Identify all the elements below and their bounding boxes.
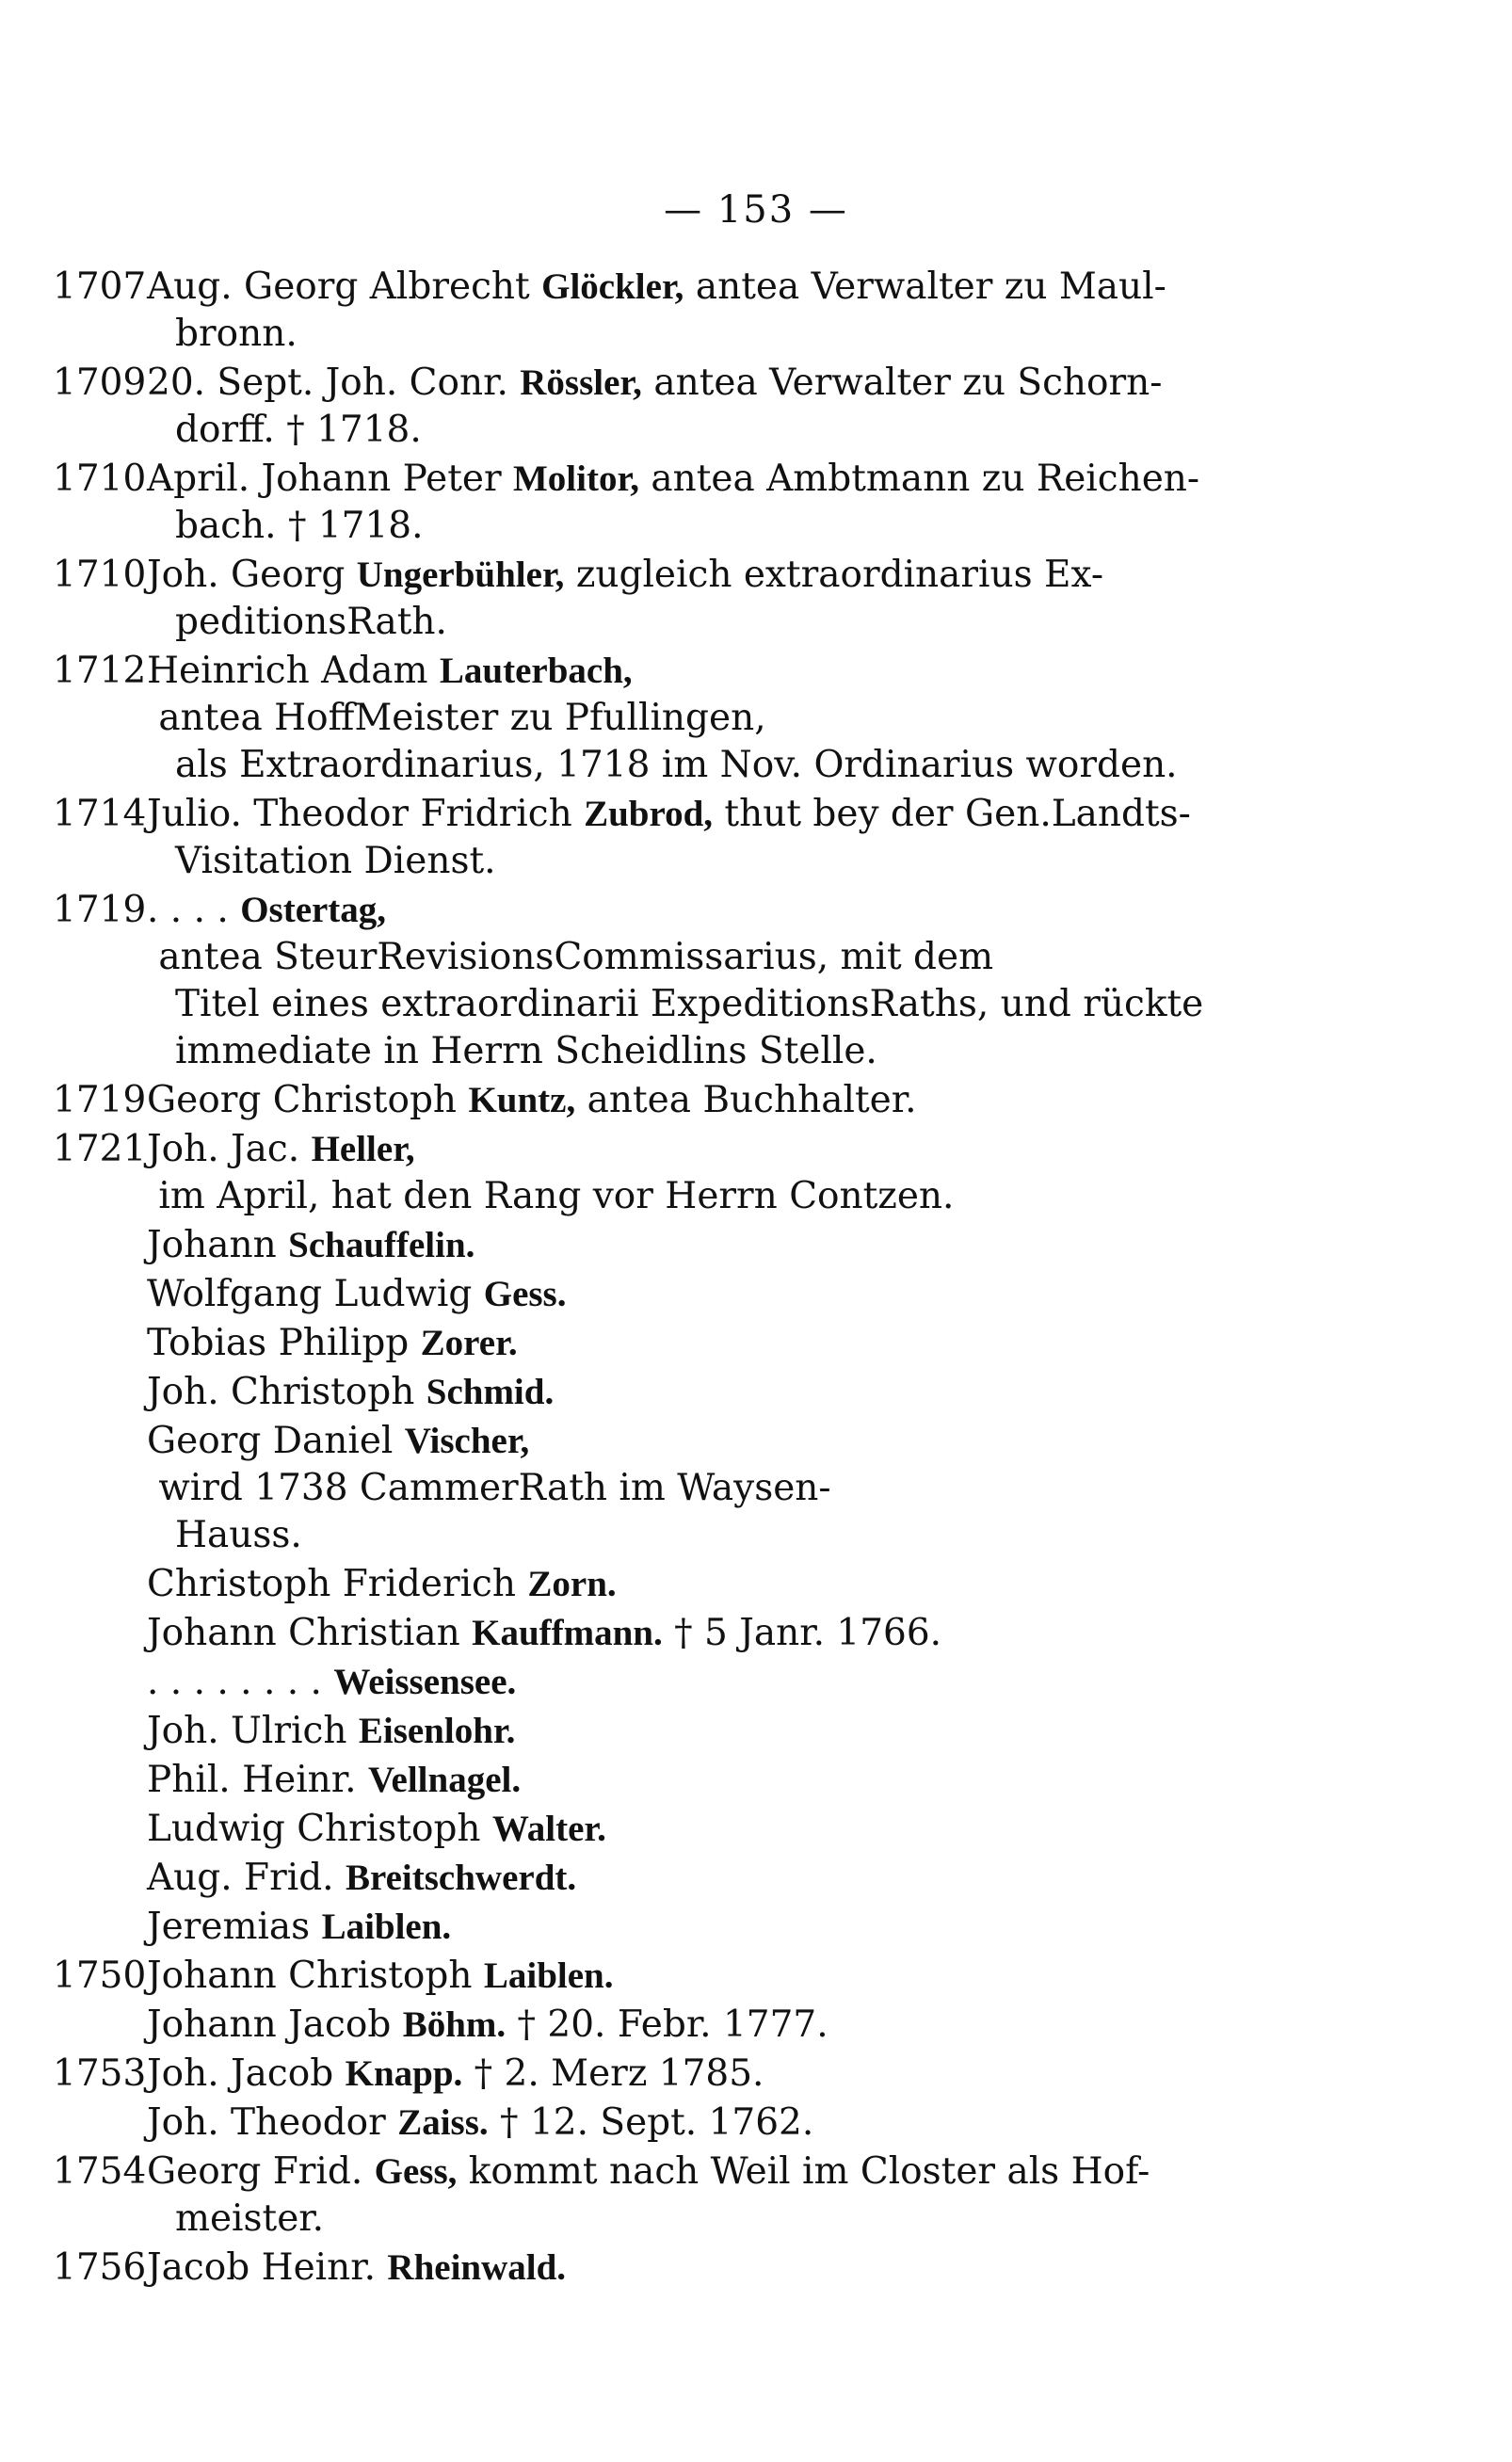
entry — [53, 791, 1211, 885]
entry-line — [147, 889, 993, 978]
entry — [53, 456, 1211, 550]
entry-note: † 12. Sept. 1762. — [488, 2101, 814, 2144]
entry-body — [147, 1369, 1211, 1416]
person-name: Laiblen. — [483, 1955, 614, 1996]
entry-prefix: Heinrich Adam — [147, 650, 440, 692]
person-name: Ungerbühler, — [356, 555, 565, 595]
entry-body — [147, 1222, 1211, 1269]
entry-year: 1714 — [53, 793, 147, 835]
entry-body — [147, 552, 1211, 646]
entry-prefix: Julio. Theodor Fridrich — [147, 793, 585, 835]
entry-year: 1719 — [53, 889, 147, 931]
entry-prefix: Aug. Georg Albrecht — [147, 266, 542, 308]
entry-year — [53, 1561, 147, 1608]
entry-year: 1710 — [53, 458, 147, 500]
entry-year — [53, 2002, 147, 2049]
person-name: Schauffelin. — [288, 1225, 475, 1265]
entry-line — [147, 793, 1191, 835]
entry — [53, 2002, 1211, 2049]
entry — [53, 2100, 1211, 2147]
entry-body — [147, 456, 1211, 550]
entry — [53, 1320, 1211, 1367]
entry-prefix: 20. Sept. Joh. Conr. — [147, 362, 521, 404]
entry-prefix: Joh. Christoph — [147, 1371, 426, 1413]
entry-prefix: Wolfgang Ludwig — [147, 1273, 484, 1315]
person-name: Zorer. — [420, 1323, 518, 1363]
entry-prefix: Johann — [147, 1224, 289, 1266]
entry-prefix: Joh. Ulrich — [147, 1710, 359, 1752]
entry-year — [53, 1904, 147, 1951]
entry-year: 1750 — [53, 1955, 147, 1997]
entry — [53, 2245, 1211, 2292]
person-name: Gess. — [483, 1274, 567, 1314]
person-name: Schmid. — [426, 1372, 555, 1412]
entry-body — [147, 648, 1211, 789]
entry-line — [147, 1612, 941, 1654]
entry-year: 1753 — [53, 2052, 147, 2095]
entry — [53, 1757, 1211, 1804]
entry-year — [53, 1369, 147, 1416]
entry — [53, 1561, 1211, 1608]
entry-line — [147, 2150, 1150, 2193]
entry — [53, 1708, 1211, 1755]
entry-line — [147, 1273, 566, 1315]
person-name: Zaiss. — [397, 2102, 489, 2143]
entry-prefix: Georg Christoph — [147, 1079, 469, 1121]
page-number: — 153 — — [664, 188, 848, 232]
entry-year: 1721 — [53, 1128, 147, 1170]
entry-body — [147, 1659, 1211, 1706]
entry-continuation: als Extraordinarius, 1718 im Nov. Ordinarius worden. — [175, 744, 1178, 786]
entry — [53, 1077, 1211, 1124]
entry-prefix: Phil. Heinr. — [147, 1759, 368, 1801]
entry-continuation: meister. — [175, 2197, 325, 2240]
entry-line — [147, 1563, 617, 1605]
entry-body — [147, 264, 1211, 358]
entry-note: antea HoffMeister zu Pfullingen, — [147, 697, 766, 739]
entry-line — [147, 1420, 831, 1509]
entry-continuation: peditionsRath. — [175, 601, 447, 643]
entry-line — [147, 1759, 521, 1801]
person-name: Breitschwerdt. — [345, 1858, 577, 1898]
entry-line — [147, 2246, 566, 2289]
entry-line — [147, 458, 1199, 500]
entry-prefix: . . . . . . . . — [147, 1661, 334, 1703]
entry-year — [53, 2100, 147, 2147]
entry-body — [147, 1953, 1211, 2000]
entry-note: im April, hat den Rang vor Herrn Contzen. — [147, 1175, 955, 1217]
entry-note: antea Ambtmann zu Reichen- — [638, 458, 1200, 500]
person-name: Laiblen. — [321, 1907, 452, 1947]
entry-year — [53, 1222, 147, 1269]
entry-line — [147, 1371, 554, 1413]
entry-prefix: . . . . — [147, 889, 241, 931]
entry-year: 1709 — [53, 362, 147, 404]
entry-continuation: immediate in Herrn Scheidlins Stelle. — [175, 1030, 877, 1072]
entry-prefix: Joh. Georg — [147, 554, 357, 596]
person-name: Molitor, — [513, 459, 639, 499]
entry-continuation: dorff. † 1718. — [175, 409, 422, 451]
entry-body — [147, 1855, 1211, 1902]
entry-continuation: Visitation Dienst. — [175, 840, 496, 882]
person-name: Vellnagel. — [367, 1760, 522, 1800]
entry — [53, 648, 1211, 789]
entry — [53, 1610, 1211, 1657]
entry-body — [147, 1708, 1211, 1755]
entry-year — [53, 1708, 147, 1755]
entry-body — [147, 2245, 1211, 2292]
entry-line — [147, 1955, 613, 1997]
entry-note: antea Buchhalter. — [575, 1079, 917, 1121]
entry-line — [147, 1322, 518, 1364]
person-name: Böhm. — [402, 2004, 507, 2045]
entry-note: kommt nach Weil im Closter als Hof- — [457, 2150, 1150, 2193]
entry — [53, 264, 1211, 358]
entry — [53, 1659, 1211, 1706]
entry — [53, 1806, 1211, 1853]
entry — [53, 1271, 1211, 1318]
entry — [53, 2148, 1211, 2243]
entry-note: antea Verwalter zu Schorn- — [641, 362, 1163, 404]
entry-prefix: Aug. Frid. — [147, 1857, 346, 1899]
entry-year: 1712 — [53, 650, 147, 692]
entry-prefix: Johann Jacob — [147, 2003, 403, 2046]
entry — [53, 552, 1211, 646]
entry-continuation: Hauss. — [175, 1514, 302, 1556]
entry — [53, 1904, 1211, 1951]
person-name: Rössler, — [520, 362, 642, 403]
entry-year — [53, 1418, 147, 1559]
entry — [53, 887, 1211, 1075]
entry-body — [147, 2002, 1211, 2049]
entry-body — [147, 360, 1211, 454]
entry — [53, 1369, 1211, 1416]
entry-note: antea SteurRevisionsCommissarius, mit dem — [147, 936, 994, 978]
entry-prefix: Joh. Jac. — [147, 1128, 312, 1170]
entry-year: 1707 — [53, 266, 147, 308]
entry — [53, 1222, 1211, 1269]
person-name: Lauterbach, — [439, 651, 633, 691]
entry — [53, 1855, 1211, 1902]
entry-prefix: Joh. Theodor — [147, 2101, 398, 2144]
entry-prefix: Ludwig Christoph — [147, 1808, 492, 1850]
entry-year: 1754 — [53, 2150, 147, 2193]
entry-line — [147, 2052, 764, 2095]
entry-year — [53, 1271, 147, 1318]
entry-year — [53, 1610, 147, 1657]
entry-prefix: Jeremias — [147, 1906, 322, 1948]
person-name: Kuntz, — [468, 1080, 576, 1120]
entry-body — [147, 1757, 1211, 1804]
entry-body — [147, 1271, 1211, 1318]
entry-note: † 5 Janr. 1766. — [662, 1612, 942, 1654]
entry-body — [147, 1126, 1211, 1220]
entry-line — [147, 2003, 828, 2046]
entry-line — [147, 650, 766, 739]
entry-year: 1719 — [53, 1079, 147, 1121]
person-name: Kauffmann. — [472, 1613, 663, 1653]
entry-continuation: Titel eines extraordinarii ExpeditionsRaths, und rückte — [175, 983, 1204, 1025]
person-name: Rheinwald. — [387, 2247, 567, 2288]
entry — [53, 2051, 1211, 2098]
entry-list — [53, 264, 1211, 2293]
entry-prefix: April. Johann Peter — [147, 458, 513, 500]
person-name: Vischer, — [404, 1421, 530, 1461]
entry-line — [147, 1808, 606, 1850]
entry-year — [53, 1757, 147, 1804]
entry-note: zugleich extraordinarius Ex- — [564, 554, 1104, 596]
entry-body — [147, 887, 1211, 1075]
entry-year — [53, 1659, 147, 1706]
entry-note: † 20. Febr. 1777. — [506, 2003, 828, 2046]
entry — [53, 1953, 1211, 2000]
entry-line — [147, 554, 1103, 596]
entry-year — [53, 1855, 147, 1902]
entry-prefix: Tobias Philipp — [147, 1322, 421, 1364]
person-name: Zubrod, — [584, 794, 714, 834]
entry-line — [147, 1128, 954, 1217]
entry-continuation: bronn. — [175, 313, 298, 355]
entry-year — [53, 1320, 147, 1367]
entry-body — [147, 1806, 1211, 1853]
entry-prefix: Georg Frid. — [147, 2150, 375, 2193]
entry-prefix: Jacob Heinr. — [147, 2246, 388, 2289]
entry-year — [53, 1806, 147, 1853]
person-name: Walter. — [491, 1809, 606, 1849]
entry-note: wird 1738 CammerRath im Waysen- — [147, 1467, 831, 1509]
entry-line — [147, 1079, 916, 1121]
entry-body — [147, 1610, 1211, 1657]
entry — [53, 1126, 1211, 1220]
entry-line — [147, 1857, 576, 1899]
person-name: Gess, — [374, 2151, 458, 2192]
entry-prefix: Joh. Jacob — [147, 2052, 346, 2095]
person-name: Weissensee. — [333, 1662, 517, 1702]
entry-body — [147, 2148, 1211, 2243]
entry-line — [147, 266, 1166, 308]
entry-continuation: bach. † 1718. — [175, 505, 424, 547]
entry-body — [147, 1418, 1211, 1559]
entry-line — [147, 1224, 475, 1266]
entry-line — [147, 2101, 813, 2144]
entry-body — [147, 1561, 1211, 1608]
person-name: Ostertag, — [240, 890, 387, 930]
entry-prefix: Johann Christian — [147, 1612, 473, 1654]
entry-body — [147, 2051, 1211, 2098]
entry-note: † 2. Merz 1785. — [462, 2052, 764, 2095]
person-name: Heller, — [311, 1129, 415, 1169]
person-name: Glöckler, — [541, 266, 684, 307]
entry-year: 1710 — [53, 554, 147, 596]
person-name: Eisenlohr. — [358, 1711, 516, 1751]
entry-line — [147, 1661, 516, 1703]
entry-year: 1756 — [53, 2246, 147, 2289]
person-name: Knapp. — [345, 2053, 463, 2094]
entry-line — [147, 362, 1162, 404]
entry-note: thut bey der Gen.Landts- — [713, 793, 1191, 835]
entry-body — [147, 1904, 1211, 1951]
entry — [53, 360, 1211, 454]
entry-prefix: Christoph Friderich — [147, 1563, 528, 1605]
entry-body — [147, 1320, 1211, 1367]
entry — [53, 1418, 1211, 1559]
entry-line — [147, 1710, 515, 1752]
entry-prefix: Georg Daniel — [147, 1420, 405, 1462]
entry-line — [147, 1906, 451, 1948]
entry-note: antea Verwalter zu Maul- — [684, 266, 1166, 308]
entry-body — [147, 791, 1211, 885]
person-name: Zorn. — [527, 1564, 617, 1604]
entry-body — [147, 1077, 1211, 1124]
entry-body — [147, 2100, 1211, 2147]
entry-prefix: Johann Christoph — [147, 1955, 484, 1997]
